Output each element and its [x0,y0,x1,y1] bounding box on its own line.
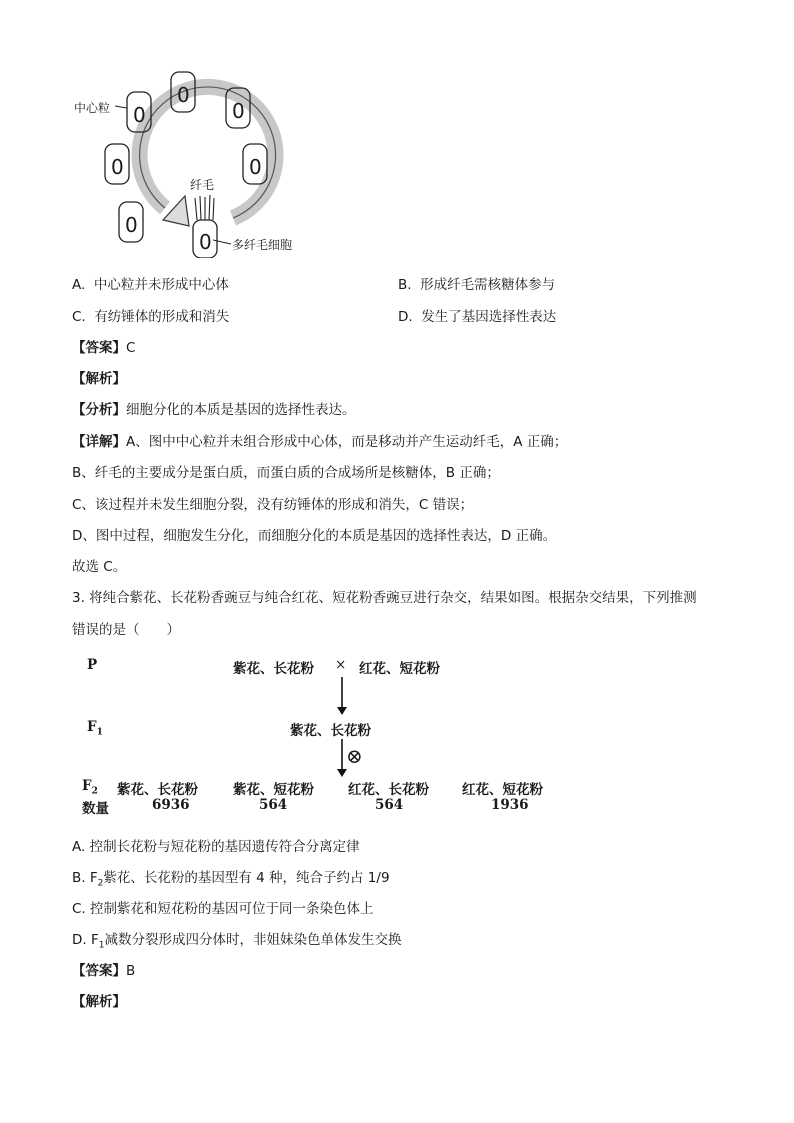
q3-option-b [72,869,390,893]
f2-count: 6936 [152,797,190,813]
option-letter: C. [72,309,86,325]
fenxi-tag: 【分析】 [72,402,126,418]
f2-sub: 2 [91,786,98,797]
f1-letter: F [87,719,97,735]
arrow-p-to-f1 [335,677,349,717]
count-label: 数量 [82,801,109,817]
detail-tag: 【详解】 [72,434,126,450]
q3-option-c: C. 控制紫花和短花粉的基因可位于同一条染色体上 [72,901,374,917]
p-parent-1: 紫花、长花粉 [233,661,314,677]
option-d-pre: D. F [72,932,99,948]
answer-value: B [126,963,136,979]
option-letter: A. [72,277,86,293]
f2-count: 1936 [491,797,529,813]
detail-line: C、该过程并未发生细胞分裂，没有纺锤体的形成和消失，C 错误； [72,497,474,513]
q2-option-b [398,276,555,294]
option-letter: B. [398,277,412,293]
q3-option-d [72,931,401,955]
option-b-post: 紫花、长花粉的基因型有 4 种，纯合子约占 1/9 [103,870,390,886]
figure-cell-glyph: 0 [232,99,245,123]
q2-option-d [398,308,556,326]
f1-phenotype: 紫花、长花粉 [290,723,371,739]
figure-cell-glyph: 0 [125,213,138,237]
q3-answer [72,962,135,980]
q2-option-c [72,308,229,326]
q2-option-a [72,276,229,294]
detail-line: B、纤毛的主要成分是蛋白质，而蛋白质的合成场所是核糖体，B 正确； [72,465,500,481]
f2-phenotype: 紫花、短花粉 [233,782,314,798]
f2-phenotype: 紫花、长花粉 [117,782,198,798]
cross-symbol: × [335,657,347,673]
fenxi-text: 细胞分化的本质是基因的选择性表达。 [126,402,356,418]
f2-phenotype: 红花、长花粉 [348,782,429,798]
detail-line: A、图中中心粒并未组合形成中心体，而是移动并产生运动纤毛，A 正确； [126,434,568,450]
analysis-tag: 【解析】 [72,994,126,1010]
label-centriole: 中心粒 [74,101,111,115]
q3-stem: 3. 将纯合紫花、长花粉香豌豆与纯合红花、短花粉香豌豆进行杂交，结果如图。根据杂交结果，下列推测 [72,590,697,606]
f2-count: 564 [375,797,404,813]
f2-label [82,778,98,797]
f2-letter: F [82,778,92,794]
f1-label [87,719,103,738]
figure-cell-glyph: 0 [111,155,124,179]
label-cilia: 纤毛 [190,178,215,192]
figure-cell-glyph: 0 [177,83,190,107]
p-label: P [87,657,98,673]
f2-count: 564 [259,797,288,813]
p-parent-2: 红花、短花粉 [359,661,440,677]
q2-detail [72,433,567,451]
q2-answer [72,339,135,357]
answer-value: C [126,340,136,356]
figure-cell-glyph: 0 [133,103,146,127]
detail-line: D、图中过程，细胞发生分化，而细胞分化的本质是基因的选择性表达，D 正确。 [72,528,557,544]
option-text: 有纺锤体的形成和消失 [94,309,230,325]
option-b-sub: 2 [97,878,104,889]
q2-conclusion: 故选 C。 [72,559,127,575]
answer-tag: 【答案】 [72,340,126,356]
figure-cell-glyph: 0 [249,155,262,179]
f1-sub: 1 [96,727,103,738]
f2-phenotype: 红花、短花粉 [462,782,543,798]
option-text: 中心粒并未形成中心体 [93,277,229,293]
figure-cell-glyph: 0 [199,230,212,254]
q2-analysis-heading [72,370,126,388]
option-b-pre: B. F [72,870,98,886]
selfing-symbol: ⊗ [346,744,363,768]
q3-stem-cont: 错误的是（ ） [72,622,180,638]
analysis-tag: 【解析】 [72,371,126,387]
option-text: 发生了基因选择性表达 [421,309,557,325]
q3-analysis-heading [72,993,126,1011]
option-d-post: 减数分裂形成四分体时，非姐妹染色单体发生交换 [104,932,402,948]
option-text: 形成纤毛需核糖体参与 [420,277,556,293]
option-letter: D. [398,309,413,325]
option-d-sub: 1 [98,940,105,951]
q2-fenxi [72,401,356,419]
label-multiciliated-cell: 多纤毛细胞 [232,238,293,252]
q3-option-a: A. 控制长花粉与短花粉的基因遗传符合分离定律 [72,839,360,855]
answer-tag: 【答案】 [72,963,126,979]
